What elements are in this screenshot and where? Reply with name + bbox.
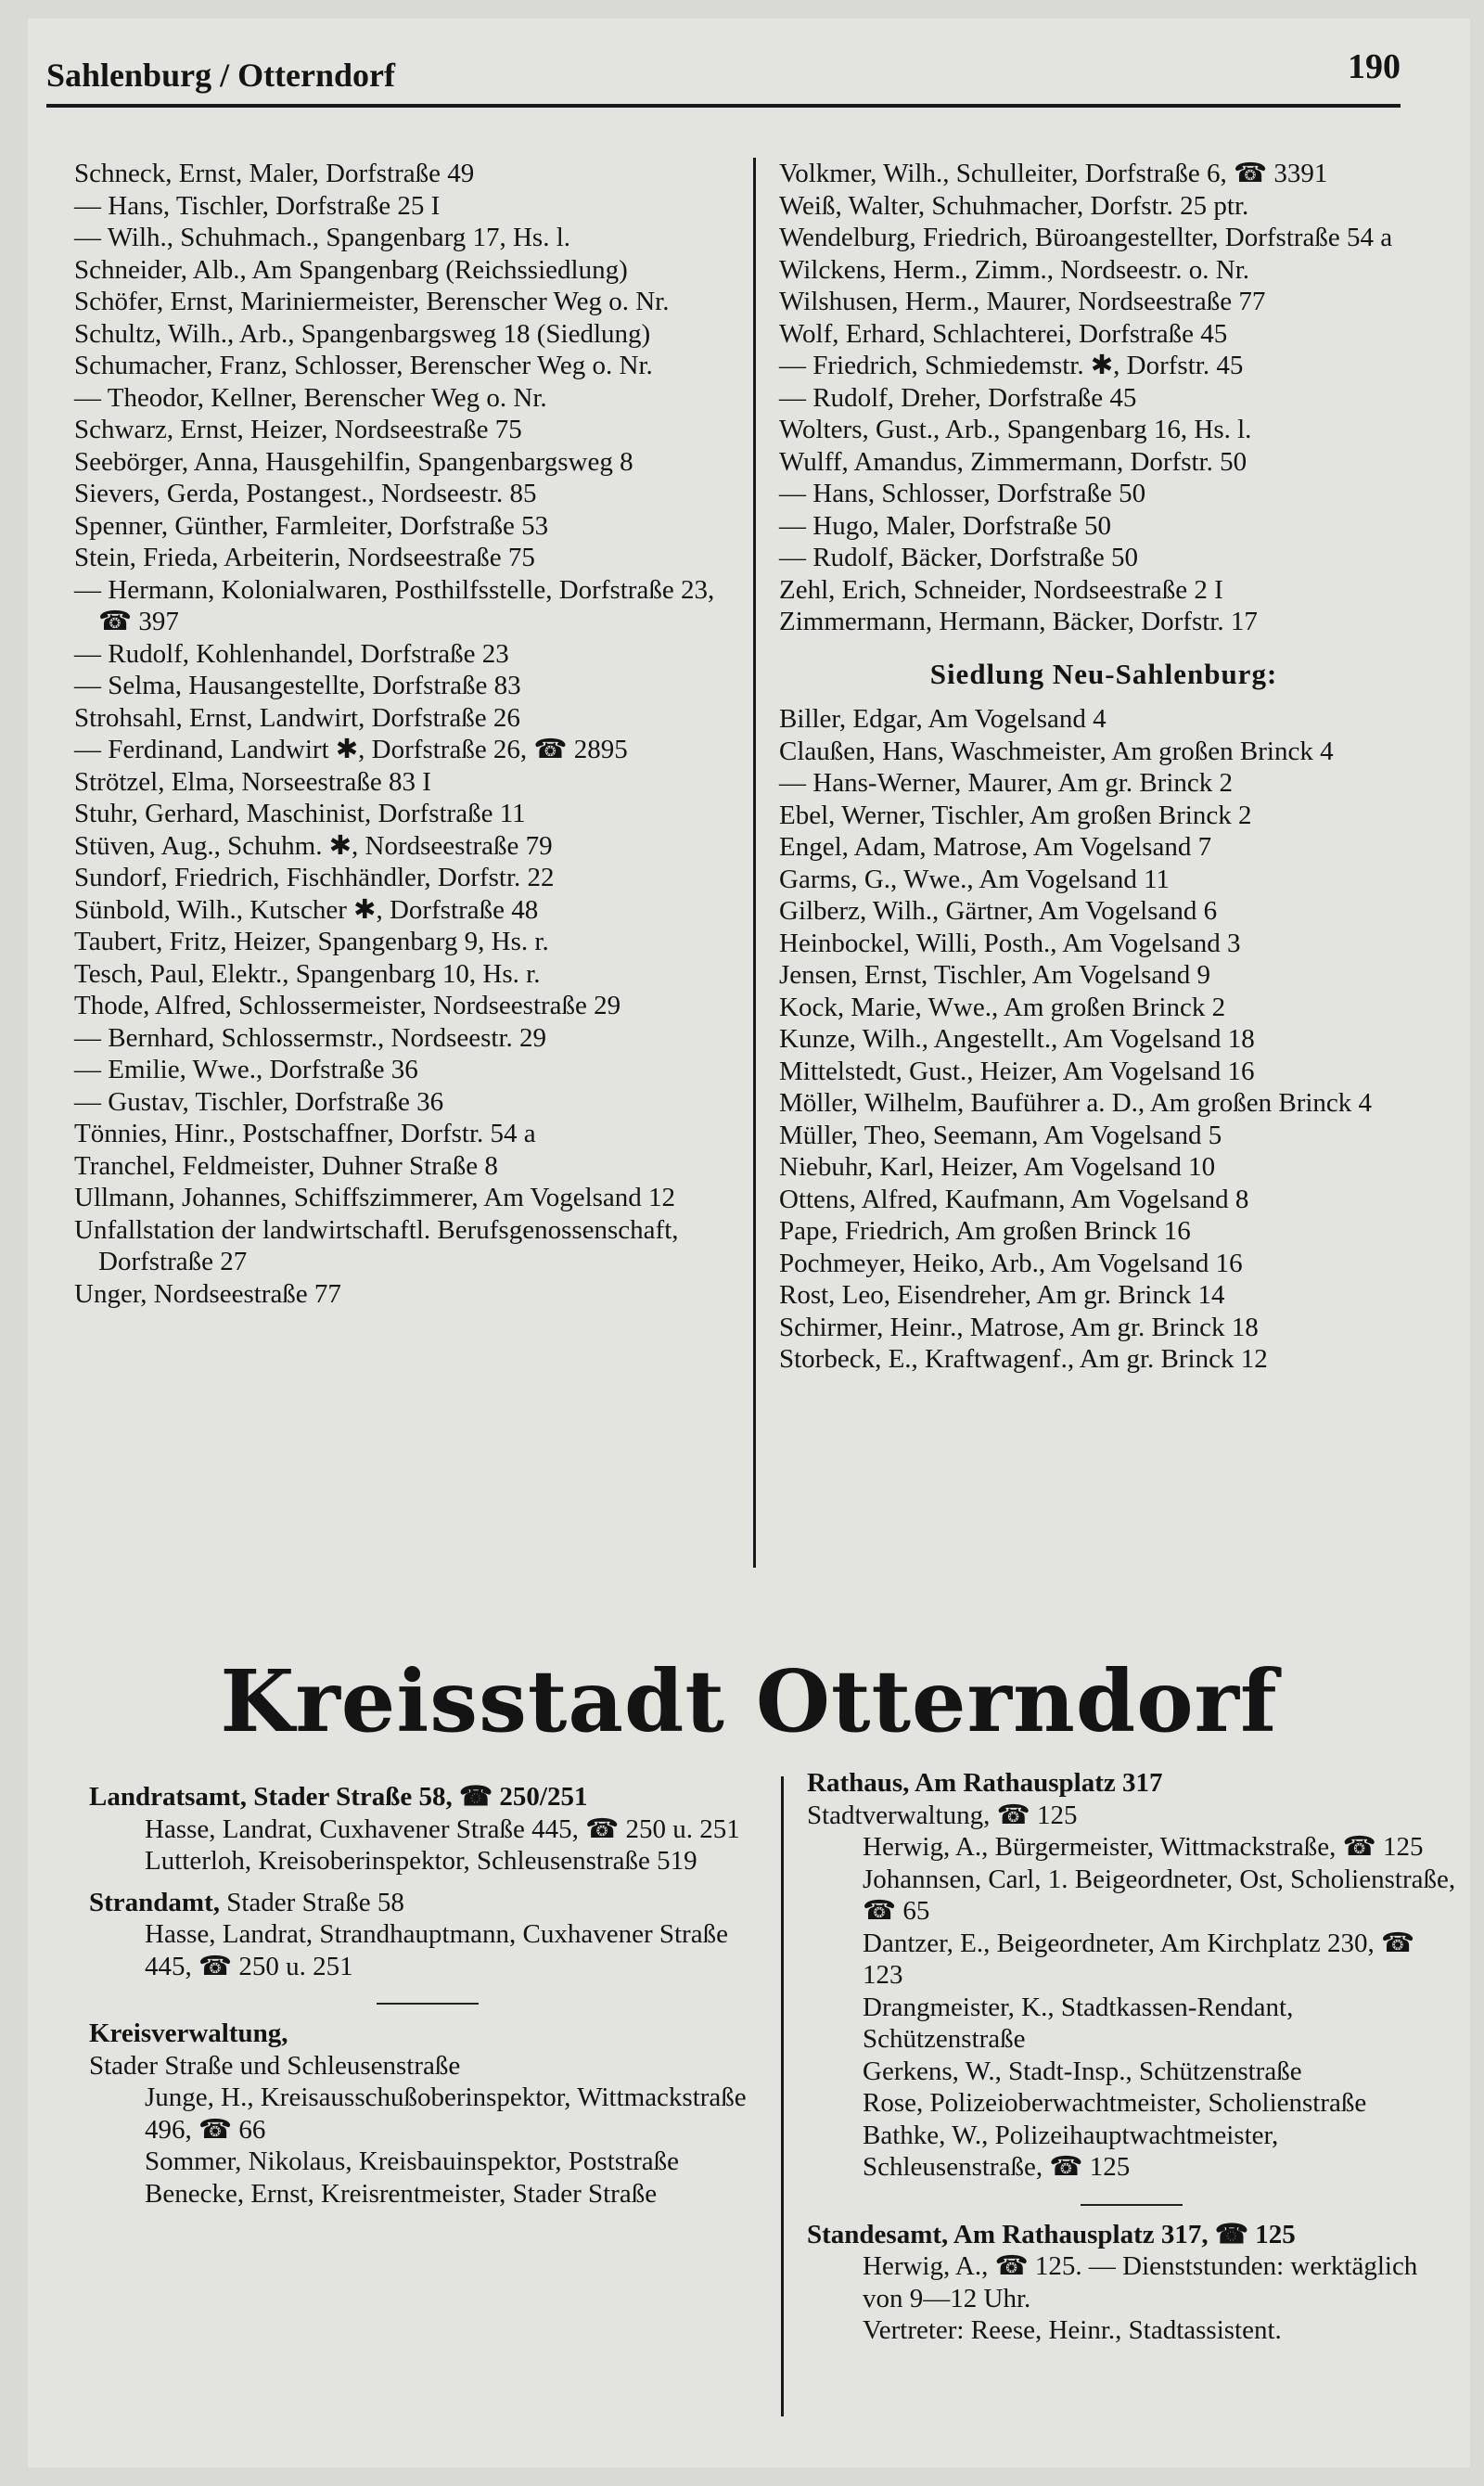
directory-entry: — Hans, Tischler, Dorfstraße 25 I bbox=[74, 190, 441, 221]
directory-entry: — Rudolf, Kohlenhandel, Dorfstraße 23 bbox=[74, 638, 509, 669]
separator-rule bbox=[377, 2003, 479, 2005]
separator-rule bbox=[1081, 2204, 1183, 2206]
resident-list-left bbox=[74, 158, 742, 1310]
directory-entry: — Hugo, Maler, Dorfstraße 50 bbox=[779, 510, 1112, 541]
directory-entry: Tesch, Paul, Elektr., Spangenbarg 10, Hs. r. bbox=[74, 958, 541, 989]
siedlung-heading: Siedlung Neu-Sahlenburg: bbox=[929, 657, 1278, 690]
directory-entry: Garms, G., Wwe., Am Vogelsand 11 bbox=[779, 864, 1171, 894]
page-header bbox=[46, 46, 1401, 102]
strandamt-heading: Strandamt, Stader Straße 58 bbox=[89, 1887, 404, 1917]
office-entry: Herwig, A., Bürgermeister, Wittmackstraße, ☎ 125 bbox=[863, 1832, 1424, 1862]
directory-entry: Wulff, Amandus, Zimmermann, Dorfstr. 50 bbox=[779, 446, 1247, 477]
office-entry: Vertreter: Reese, Heinr., Stadtassistent. bbox=[863, 2315, 1282, 2345]
directory-entry: Strötzel, Elma, Norseestraße 83 I bbox=[74, 766, 431, 797]
directory-entry: Engel, Adam, Matrose, Am Vogelsand 7 bbox=[779, 832, 1212, 862]
standesamt-heading: Standesamt, Am Rathausplatz 317, ☎ 125 bbox=[807, 2219, 1296, 2249]
resident-list-right bbox=[779, 158, 1428, 1376]
directory-entry: Sünbold, Wilh., Kutscher ✱, Dorfstraße 48 bbox=[74, 894, 539, 925]
landratsamt-heading: Landratsamt, Stader Straße 58, ☎ 250/251 bbox=[89, 1782, 588, 1812]
directory-entry: — Emilie, Wwe., Dorfstraße 36 bbox=[74, 1055, 418, 1084]
directory-entry: Claußen, Hans, Waschmeister, Am großen Brinck 4 bbox=[779, 736, 1334, 766]
directory-entry: Taubert, Fritz, Heizer, Spangenbarg 9, Hs. r. bbox=[74, 927, 549, 956]
directory-entry: Niebuhr, Karl, Heizer, Am Vogelsand 10 bbox=[779, 1152, 1216, 1182]
directory-entry: Jensen, Ernst, Tischler, Am Vogelsand 9 bbox=[779, 960, 1211, 990]
directory-entry: Biller, Edgar, Am Vogelsand 4 bbox=[779, 704, 1107, 734]
offices-right bbox=[807, 1767, 1456, 2347]
directory-entry: — Ferdinand, Landwirt ✱, Dorfstraße 26, ☎ 2895 bbox=[74, 735, 628, 764]
directory-entry: — Hans, Schlosser, Dorfstraße 50 bbox=[779, 479, 1146, 508]
page-number: 190 bbox=[1348, 47, 1401, 86]
directory-entry: Zehl, Erich, Schneider, Nordseestraße 2 I bbox=[779, 574, 1223, 605]
directory-entry: Mittelstedt, Gust., Heizer, Am Vogelsand 16 bbox=[779, 1056, 1255, 1086]
directory-entry: Wilshusen, Herm., Maurer, Nordseestraße 77 bbox=[779, 287, 1266, 316]
directory-entry: Ebel, Werner, Tischler, Am großen Brinck 2 bbox=[779, 800, 1252, 830]
office-entry: Rose, Polizeioberwachtmeister, Scholienstraße bbox=[863, 2088, 1367, 2118]
directory-entry: Schirmer, Heinr., Matrose, Am gr. Brinck 18 bbox=[779, 1312, 1259, 1342]
directory-entry: Unfallstation der landwirtschaftl. Berufsgenossenschaft, Dorfstraße 27 bbox=[74, 1214, 679, 1276]
directory-entry: Schneck, Ernst, Maler, Dorfstraße 49 bbox=[74, 159, 475, 188]
directory-entry: Stuhr, Gerhard, Maschinist, Dorfstraße 11 bbox=[74, 799, 526, 828]
office-entry: Junge, H., Kreisausschußoberinspektor, Wittmackstraße 496, ☎ 66 bbox=[145, 2082, 747, 2145]
stadtverwaltung-line: Stadtverwaltung, ☎ 125 bbox=[807, 1800, 1078, 1830]
office-entry: Benecke, Ernst, Kreisrentmeister, Stader Straße bbox=[145, 2178, 658, 2209]
running-title: Sahlenburg / Otterndorf bbox=[46, 57, 396, 94]
directory-entry: Müller, Theo, Seemann, Am Vogelsand 5 bbox=[779, 1120, 1222, 1150]
directory-entry: Thode, Alfred, Schlossermeister, Nordseestraße 29 bbox=[74, 991, 621, 1020]
office-entry: Hasse, Landrat, Cuxhavener Straße 445, ☎ 250 u. 251 bbox=[145, 1813, 740, 1844]
directory-entry: Pape, Friedrich, Am großen Brinck 16 bbox=[779, 1216, 1191, 1246]
rathaus-heading: Rathaus, Am Rathausplatz 317 bbox=[807, 1768, 1163, 1798]
directory-entry: — Theodor, Kellner, Berenscher Weg o. Nr. bbox=[74, 382, 547, 413]
directory-entry: — Gustav, Tischler, Dorfstraße 36 bbox=[74, 1086, 444, 1117]
directory-entry: Storbeck, E., Kraftwagenf., Am gr. Brinck 12 bbox=[779, 1344, 1268, 1374]
directory-entry: Gilberz, Wilh., Gärtner, Am Vogelsand 6 bbox=[779, 896, 1218, 926]
directory-entry: Pochmeyer, Heiko, Arb., Am Vogelsand 16 bbox=[779, 1248, 1243, 1278]
header-rule bbox=[46, 104, 1401, 108]
directory-entry: Wolf, Erhard, Schlachterei, Dorfstraße 45 bbox=[779, 318, 1228, 349]
directory-entry: Weiß, Walter, Schuhmacher, Dorfstr. 25 ptr. bbox=[779, 190, 1249, 221]
column-divider-upper bbox=[753, 158, 756, 1568]
directory-entry: Schneider, Alb., Am Spangenbarg (Reichssiedlung) bbox=[74, 254, 628, 285]
directory-entry: Sundorf, Friedrich, Fischhändler, Dorfstr. 22 bbox=[74, 863, 555, 892]
directory-entry: Kock, Marie, Wwe., Am großen Brinck 2 bbox=[779, 992, 1226, 1022]
directory-entry: Unger, Nordseestraße 77 bbox=[74, 1278, 341, 1309]
kreisverwaltung-address: Stader Straße und Schleusenstraße bbox=[89, 2050, 461, 2081]
office-entry: Hasse, Landrat, Strandhauptmann, Cuxhavener Straße 445, ☎ 250 u. 251 bbox=[145, 1919, 728, 1981]
directory-entry: Möller, Wilhelm, Bauführer a. D., Am großen Brinck 4 bbox=[779, 1088, 1373, 1118]
directory-entry: Zimmermann, Hermann, Bäcker, Dorfstr. 17 bbox=[779, 607, 1258, 636]
directory-entry: Schumacher, Franz, Schlosser, Berenscher Weg o. Nr. bbox=[74, 351, 653, 380]
directory-entry: Sievers, Gerda, Postangest., Nordseestr. 85 bbox=[74, 479, 537, 508]
directory-entry: Heinbockel, Willi, Posth., Am Vogelsand 3 bbox=[779, 928, 1241, 958]
section-title: Kreisstadt Otterndorf bbox=[220, 1651, 1278, 1751]
directory-entry: Wilckens, Herm., Zimm., Nordseestr. o. Nr. bbox=[779, 254, 1250, 285]
directory-entry: — Hans-Werner, Maurer, Am gr. Brinck 2 bbox=[779, 768, 1234, 798]
offices-left bbox=[89, 1781, 766, 2210]
directory-entry: Wendelburg, Friedrich, Büroangestellter, Dorfstraße 54 a bbox=[779, 223, 1393, 252]
column-divider-lower bbox=[781, 1776, 784, 2416]
office-entry: Sommer, Nikolaus, Kreisbauinspektor, Poststraße bbox=[145, 2146, 679, 2176]
directory-entry: Seebörger, Anna, Hausgehilfin, Spangenbargsweg 8 bbox=[74, 446, 633, 477]
directory-entry: Spenner, Günther, Farmleiter, Dorfstraße 53 bbox=[74, 510, 549, 541]
directory-entry: Volkmer, Wilh., Schulleiter, Dorfstraße 6, ☎ 3391 bbox=[779, 159, 1328, 188]
directory-entry: Strohsahl, Ernst, Landwirt, Dorfstraße 26 bbox=[74, 702, 520, 733]
directory-entry: — Rudolf, Bäcker, Dorfstraße 50 bbox=[779, 543, 1139, 572]
office-entry: Herwig, A., ☎ 125. — Dienststunden: werktäglich von 9—12 Uhr. bbox=[863, 2251, 1418, 2313]
directory-entry: Schöfer, Ernst, Mariniermeister, Berenscher Weg o. Nr. bbox=[74, 287, 670, 316]
directory-entry: — Bernhard, Schlossermstr., Nordseestr. 29 bbox=[74, 1022, 547, 1053]
office-entry: Drangmeister, K., Stadtkassen-Rendant, Schützenstraße bbox=[863, 1992, 1294, 2054]
directory-entry: Stüven, Aug., Schuhm. ✱, Nordseestraße 79 bbox=[74, 830, 553, 861]
office-entry: Gerkens, W., Stadt-Insp., Schützenstraße bbox=[863, 2056, 1302, 2086]
directory-entry: — Hermann, Kolonialwaren, Posthilfsstelle, Dorfstraße 23, ☎ 397 bbox=[74, 574, 715, 636]
office-entry: Johannsen, Carl, 1. Beigeordneter, Ost, Scholienstraße, ☎ 65 bbox=[863, 1864, 1456, 1926]
directory-entry: — Friedrich, Schmiedemstr. ✱, Dorfstr. 45 bbox=[779, 351, 1244, 380]
directory-entry: — Wilh., Schuhmach., Spangenbarg 17, Hs. l. bbox=[74, 223, 571, 252]
directory-entry: Ottens, Alfred, Kaufmann, Am Vogelsand 8 bbox=[779, 1184, 1249, 1214]
office-entry: Bathke, W., Polizeihauptwachtmeister, Schleusenstraße, ☎ 125 bbox=[863, 2120, 1279, 2182]
directory-entry: Wolters, Gust., Arb., Spangenbarg 16, Hs. l. bbox=[779, 415, 1252, 444]
directory-entry: Rost, Leo, Eisendreher, Am gr. Brinck 14 bbox=[779, 1280, 1225, 1310]
kreisverwaltung-heading: Kreisverwaltung, bbox=[89, 2018, 288, 2048]
directory-entry: Schwarz, Ernst, Heizer, Nordseestraße 75 bbox=[74, 415, 522, 444]
directory-entry: Kunze, Wilh., Angestellt., Am Vogelsand 18 bbox=[779, 1024, 1255, 1054]
directory-entry: — Rudolf, Dreher, Dorfstraße 45 bbox=[779, 382, 1137, 413]
directory-entry: Stein, Frieda, Arbeiterin, Nordseestraße 75 bbox=[74, 543, 535, 572]
office-entry: Lutterloh, Kreisoberinspektor, Schleusenstraße 519 bbox=[145, 1846, 697, 1876]
office-entry: Dantzer, E., Beigeordneter, Am Kirchplatz 230, ☎ 123 bbox=[863, 1928, 1415, 1990]
directory-entry: Tranchel, Feldmeister, Duhner Straße 8 bbox=[74, 1150, 498, 1181]
directory-entry: Ullmann, Johannes, Schiffszimmerer, Am Vogelsand 12 bbox=[74, 1183, 676, 1212]
directory-entry: Tönnies, Hinr., Postschaffner, Dorfstr. 54 a bbox=[74, 1119, 536, 1148]
directory-entry: Schultz, Wilh., Arb., Spangenbargsweg 18 (Siedlung) bbox=[74, 318, 651, 349]
directory-entry: — Selma, Hausangestellte, Dorfstraße 83 bbox=[74, 671, 521, 700]
directory-page bbox=[28, 19, 1470, 2467]
